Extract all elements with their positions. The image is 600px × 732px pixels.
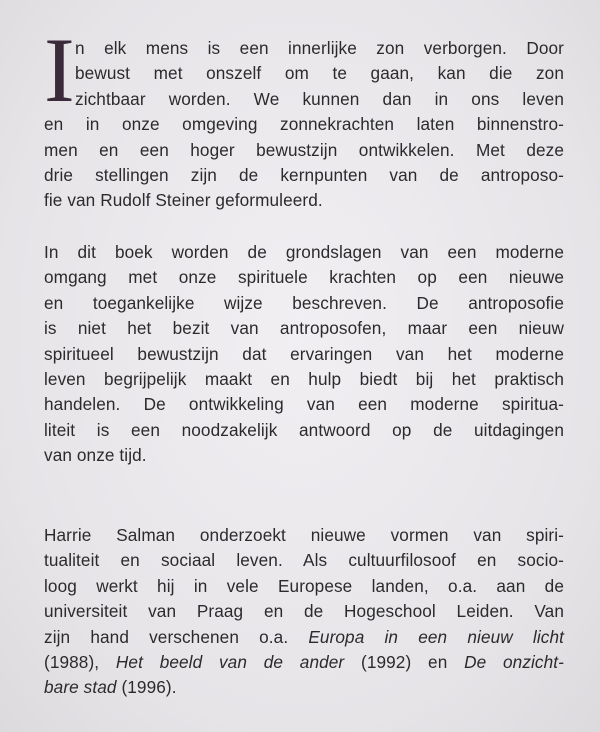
book-title-onzichtbare-part1: De onzicht- bbox=[464, 652, 564, 673]
text-line: men en een hoger bewustzijn ontwikkelen. Met deze bbox=[44, 139, 564, 160]
book-title-beeld: Het beeld van de ander bbox=[115, 652, 345, 673]
text-line bbox=[44, 625, 564, 650]
text-line: spiritueel bewustzijn dat ervaringen van het moderne bbox=[44, 343, 564, 364]
text-line: omgang met onze spirituele krachten op een nieuwe bbox=[44, 267, 564, 288]
description-paragraph bbox=[44, 240, 564, 469]
text-line: handelen. De ontwikkeling van een moderne spiritua- bbox=[44, 394, 564, 415]
text-run: zijn hand verschenen o.a. bbox=[44, 626, 309, 647]
text-line: liteit is een noodzakelijk antwoord op de uitdagingen bbox=[44, 419, 564, 440]
book-title-europa: Europa in een nieuw licht bbox=[308, 626, 564, 647]
text-line: bewust met onszelf om te gaan, kan die zon bbox=[75, 63, 564, 84]
text-line: zichtbaar worden. We kunnen dan in ons leven bbox=[75, 88, 564, 109]
text-line: In dit boek worden de grondslagen van een moderne bbox=[44, 242, 564, 262]
text-line: universiteit van Praag en de Hogeschool Leiden. Van bbox=[44, 601, 564, 622]
text-run: (1996). bbox=[116, 677, 177, 698]
text-line: fie van Rudolf Steiner geformuleerd. bbox=[44, 190, 323, 211]
text-run: (1992) en bbox=[344, 652, 465, 673]
text-line bbox=[44, 650, 564, 675]
text-line: loog werkt hij in vele Europese landen, o.a. aan de bbox=[44, 575, 564, 596]
text-line: Harrie Salman onderzoekt nieuwe vormen van spiri- bbox=[44, 525, 564, 545]
intro-paragraph bbox=[44, 19, 564, 214]
text-line: is niet het bezit van antroposofen, maar een nieuw bbox=[44, 318, 564, 339]
text-run: (1988), bbox=[44, 652, 116, 673]
text-line: van onze tijd. bbox=[44, 445, 147, 466]
text-line bbox=[44, 675, 564, 700]
book-title-onzichtbare-part2: bare stad bbox=[44, 677, 117, 698]
text-line: leven begrijpelijk maakt en hulp biedt bij het praktisch bbox=[44, 369, 564, 390]
text-line: tualiteit en sociaal leven. Als cultuurfilosoof en socio- bbox=[44, 550, 564, 571]
drop-cap-letter: I bbox=[44, 19, 75, 121]
text-line: drie stellingen zijn de kernpunten van de antroposo- bbox=[44, 165, 564, 186]
text-line: en toegankelijke wijze beschreven. De antroposofie bbox=[44, 292, 564, 313]
author-bio-paragraph bbox=[44, 523, 564, 701]
text-line: n elk mens is een innerlijke zon verborgen. Door bbox=[75, 38, 564, 58]
text-line: en in onze omgeving zonnekrachten laten binnenstro- bbox=[44, 114, 564, 135]
